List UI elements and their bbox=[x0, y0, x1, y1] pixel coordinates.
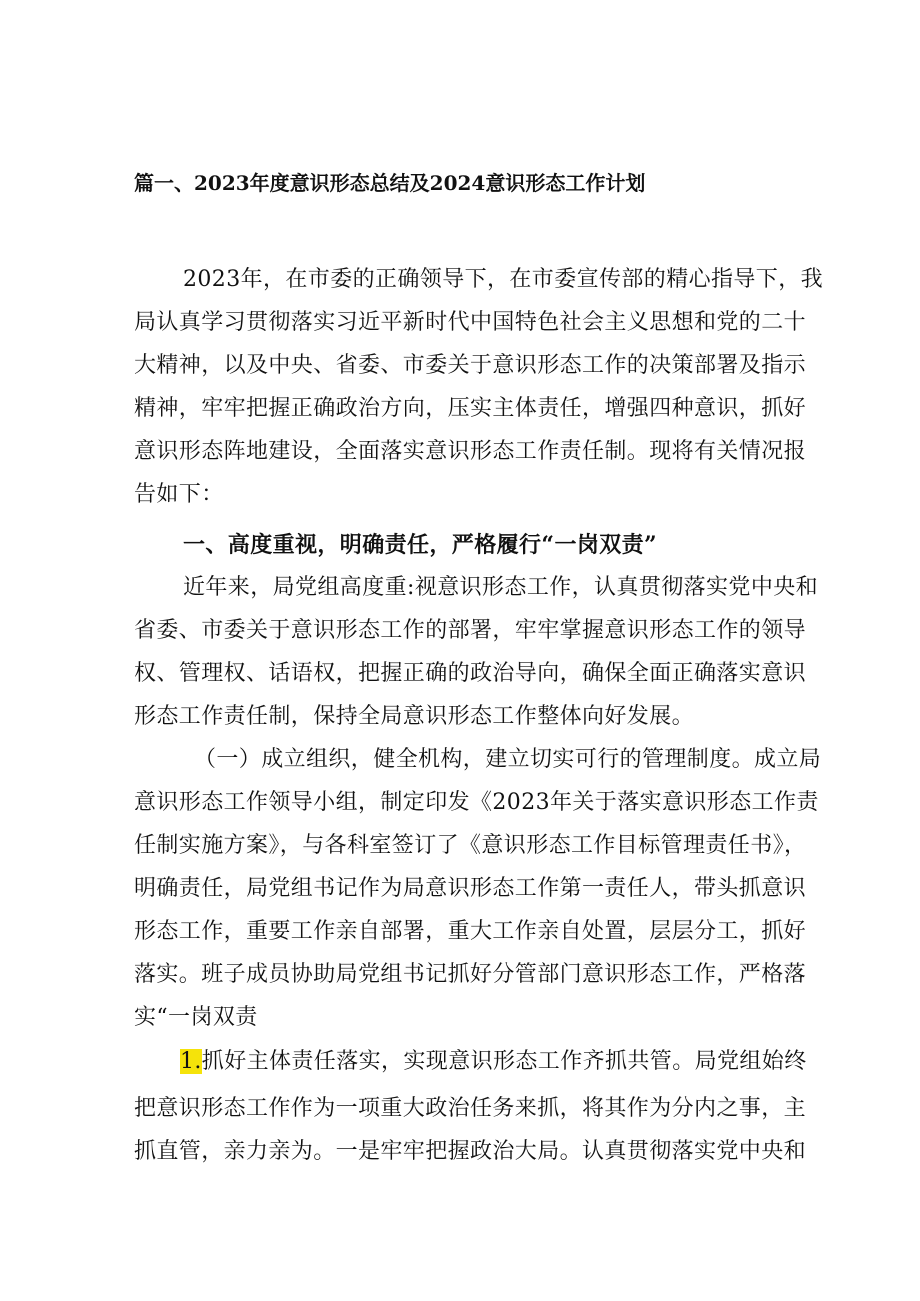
intro-line-3: 大精神，以及中央、省委、市委关于意识形态工作的决策部署及指示 bbox=[134, 353, 807, 378]
section1-heading: 一、高度重视，明确责任，严格履行“一岗双责” bbox=[183, 532, 658, 558]
subsection1-line-6: 落实。班子成员协助局党组书记抓好分管部门意识形态工作，严格落 bbox=[134, 962, 807, 987]
intro-line-6: 告如下： bbox=[134, 482, 224, 507]
subsection1-line-1: （一）成立组织，健全机构，建立切实可行的管理制度。成立局 bbox=[194, 747, 822, 772]
intro-line-4: 精神，牢牢把握正确政治方向，压实主体责任，增强四种意识，抓好 bbox=[134, 396, 807, 421]
intro-line-1: 2023年，在市委的正确领导下，在市委宣传部的精心指导下，我 bbox=[183, 267, 823, 292]
item1-number-highlight: 1. bbox=[180, 1049, 202, 1074]
subsection1-line-3: 任制实施方案》，与各科室签订了《意识形态工作目标管理责任书》， bbox=[134, 833, 807, 858]
section1-line-4: 形态工作责任制，保持全局意识形态工作整体向好发展。 bbox=[134, 704, 695, 729]
section1-line-1: 近年来，局党组高度重:视意识形态工作，认真贯彻落实党中央和 bbox=[183, 575, 819, 600]
subsection1-line-4: 明确责任，局党组书记作为局意识形态工作第一责任人，带头抓意识 bbox=[134, 876, 807, 901]
item1-first-line-text: 抓好主体责任落实，实现意识形态工作齐抓共管。局党组始终 bbox=[201, 1049, 807, 1074]
intro-line-5: 意识形态阵地建设，全面落实意识形态工作责任制。现将有关情况报 bbox=[134, 439, 807, 464]
subsection1-line-7: 实“一岗双责 bbox=[134, 1005, 258, 1030]
section1-line-3: 权、管理权、话语权，把握正确的政治导向，确保全面正确落实意识 bbox=[134, 661, 807, 686]
intro-line-2: 局认真学习贯彻落实习近平新时代中国特色社会主义思想和党的二十 bbox=[134, 310, 807, 335]
item1-line-2: 把意识形态工作作为一项重大政治任务来抓，将其作为分内之事，主 bbox=[134, 1096, 807, 1121]
subsection1-line-2: 意识形态工作领导小组，制定印发《2023年关于落实意识形态工作责 bbox=[134, 790, 819, 815]
item1-line-1 bbox=[180, 1047, 807, 1077]
item1-line-3: 抓直管，亲力亲为。一是牢牢把握政治大局。认真贯彻落实党中央和 bbox=[134, 1139, 807, 1164]
document-title: 篇一、2023年度意识形态总结及2024意识形态工作计划 bbox=[134, 171, 646, 195]
section1-line-2: 省委、市委关于意识形态工作的部署，牢牢掌握意识形态工作的领导 bbox=[134, 618, 807, 643]
subsection1-line-5: 形态工作，重要工作亲自部署，重大工作亲自处置，层层分工，抓好 bbox=[134, 919, 807, 944]
